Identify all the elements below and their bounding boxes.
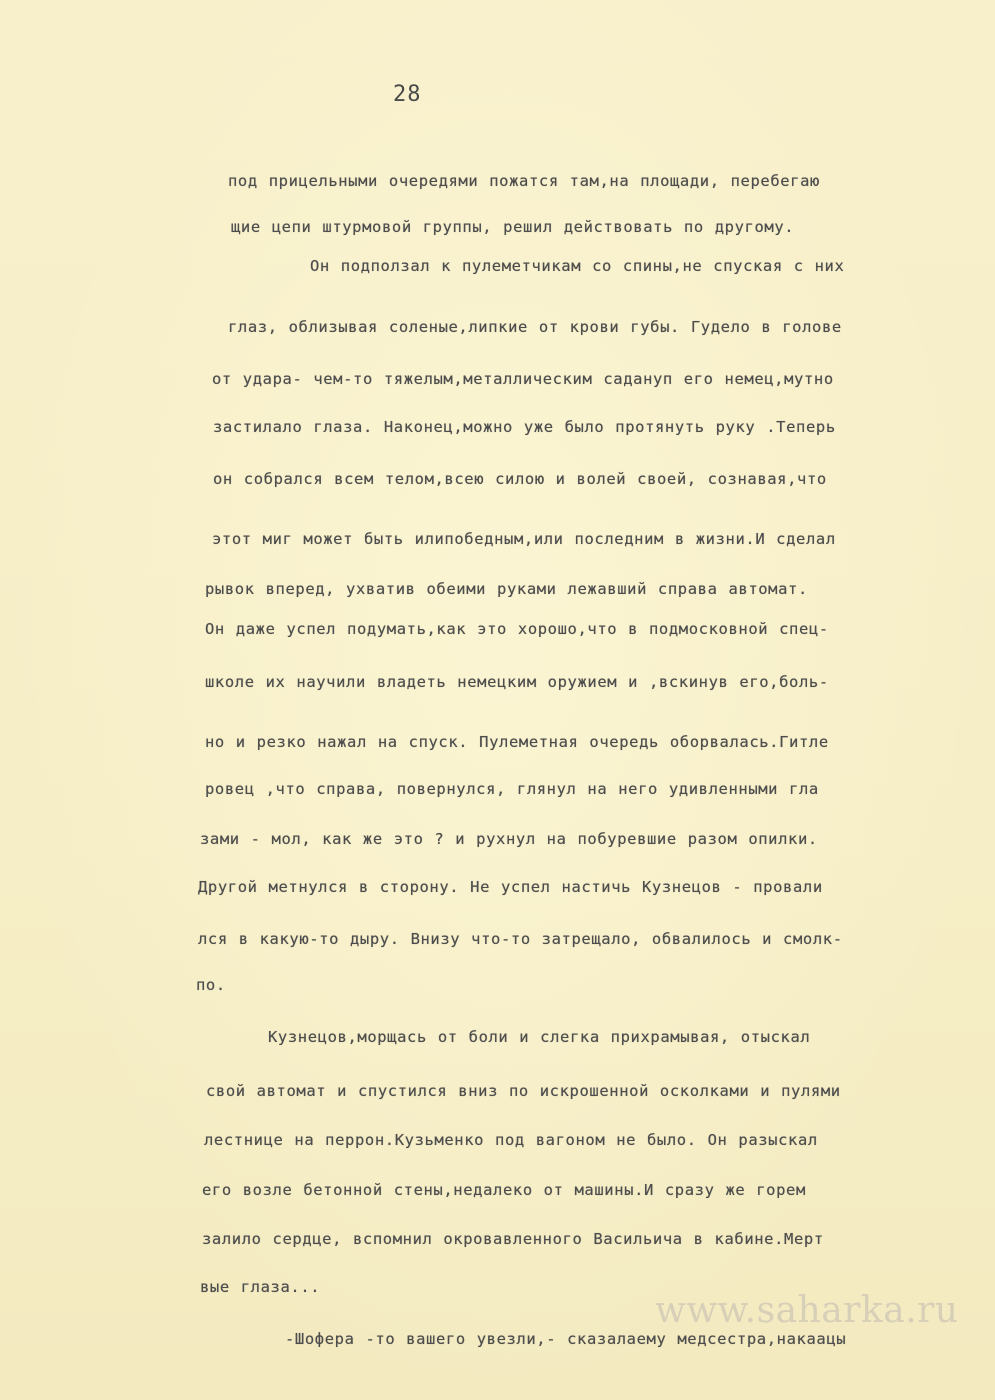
- text-line: его возле бетонной стены,недалеко от машины.И сразу же горем: [202, 1181, 806, 1199]
- text-line: по.: [196, 976, 226, 994]
- text-line: залило сердце, вспомнил окровавленного Васильича в кабине.Мерт: [202, 1230, 824, 1248]
- text-line: но и резко нажал на спуск. Пулеметная очередь оборвалась.Гитле: [205, 733, 829, 751]
- text-line: -Шофера -то вашего увезли,- сказалаему медсестра,накаацы: [285, 1330, 847, 1348]
- text-line: застилало глаза. Наконец,можно уже было протянуть руку .Теперь: [213, 418, 836, 436]
- text-line: лся в какую-то дыру. Внизу что-то затрещало, обвалилось и смолк-: [198, 930, 843, 948]
- watermark: www.saharka.ru: [655, 1290, 959, 1331]
- page-number: 28: [393, 82, 422, 107]
- text-line: глаз, облизывая соленые,липкие от крови губы. Гудело в голове: [228, 318, 842, 336]
- text-line: Другой метнулся в сторону. Не успел настичь Кузнецов - провали: [198, 878, 823, 896]
- text-line: зами - мол, как же это ? и рухнул на побуревшие разом опилки.: [200, 830, 818, 848]
- text-line: Кузнецов,морщась от боли и слегка прихрамывая, отыскал: [268, 1028, 811, 1046]
- text-line: под прицельными очередями пожатся там,на площади, перебегаю: [228, 172, 820, 190]
- text-line: от удара- чем-то тяжелым,металлическим садануп его немец,мутно: [212, 370, 834, 388]
- text-line: школе их научили владеть немецким оружием и ,вскинув его,боль-: [205, 673, 829, 691]
- text-line: рывок вперед, ухватив обеими руками лежавший справа автомат.: [205, 580, 808, 598]
- text-line: свой автомат и спустился вниз по искрошенной осколками и пулями: [206, 1082, 841, 1100]
- text-line: ровец ,что справа, повернулся, глянул на него удивленными гла: [205, 780, 819, 798]
- text-line: этот миг может быть илипобедным,или последним в жизни.И сделал: [212, 530, 836, 548]
- text-line: вые глаза...: [200, 1278, 321, 1296]
- text-line: Он даже успел подумать,как это хорошо,что в подмосковной спец-: [205, 620, 829, 638]
- text-line: лестнице на перрон.Кузьменко под вагоном не было. Он разыскал: [204, 1131, 818, 1149]
- text-line: Он подползал к пулеметчикам со спины,не спуская с них: [310, 257, 845, 275]
- text-line: щие цепи штурмовой группы, решил действовать по другому.: [231, 218, 795, 236]
- text-line: он собрался всем телом,всею силою и волей своей, сознавая,что: [213, 470, 827, 488]
